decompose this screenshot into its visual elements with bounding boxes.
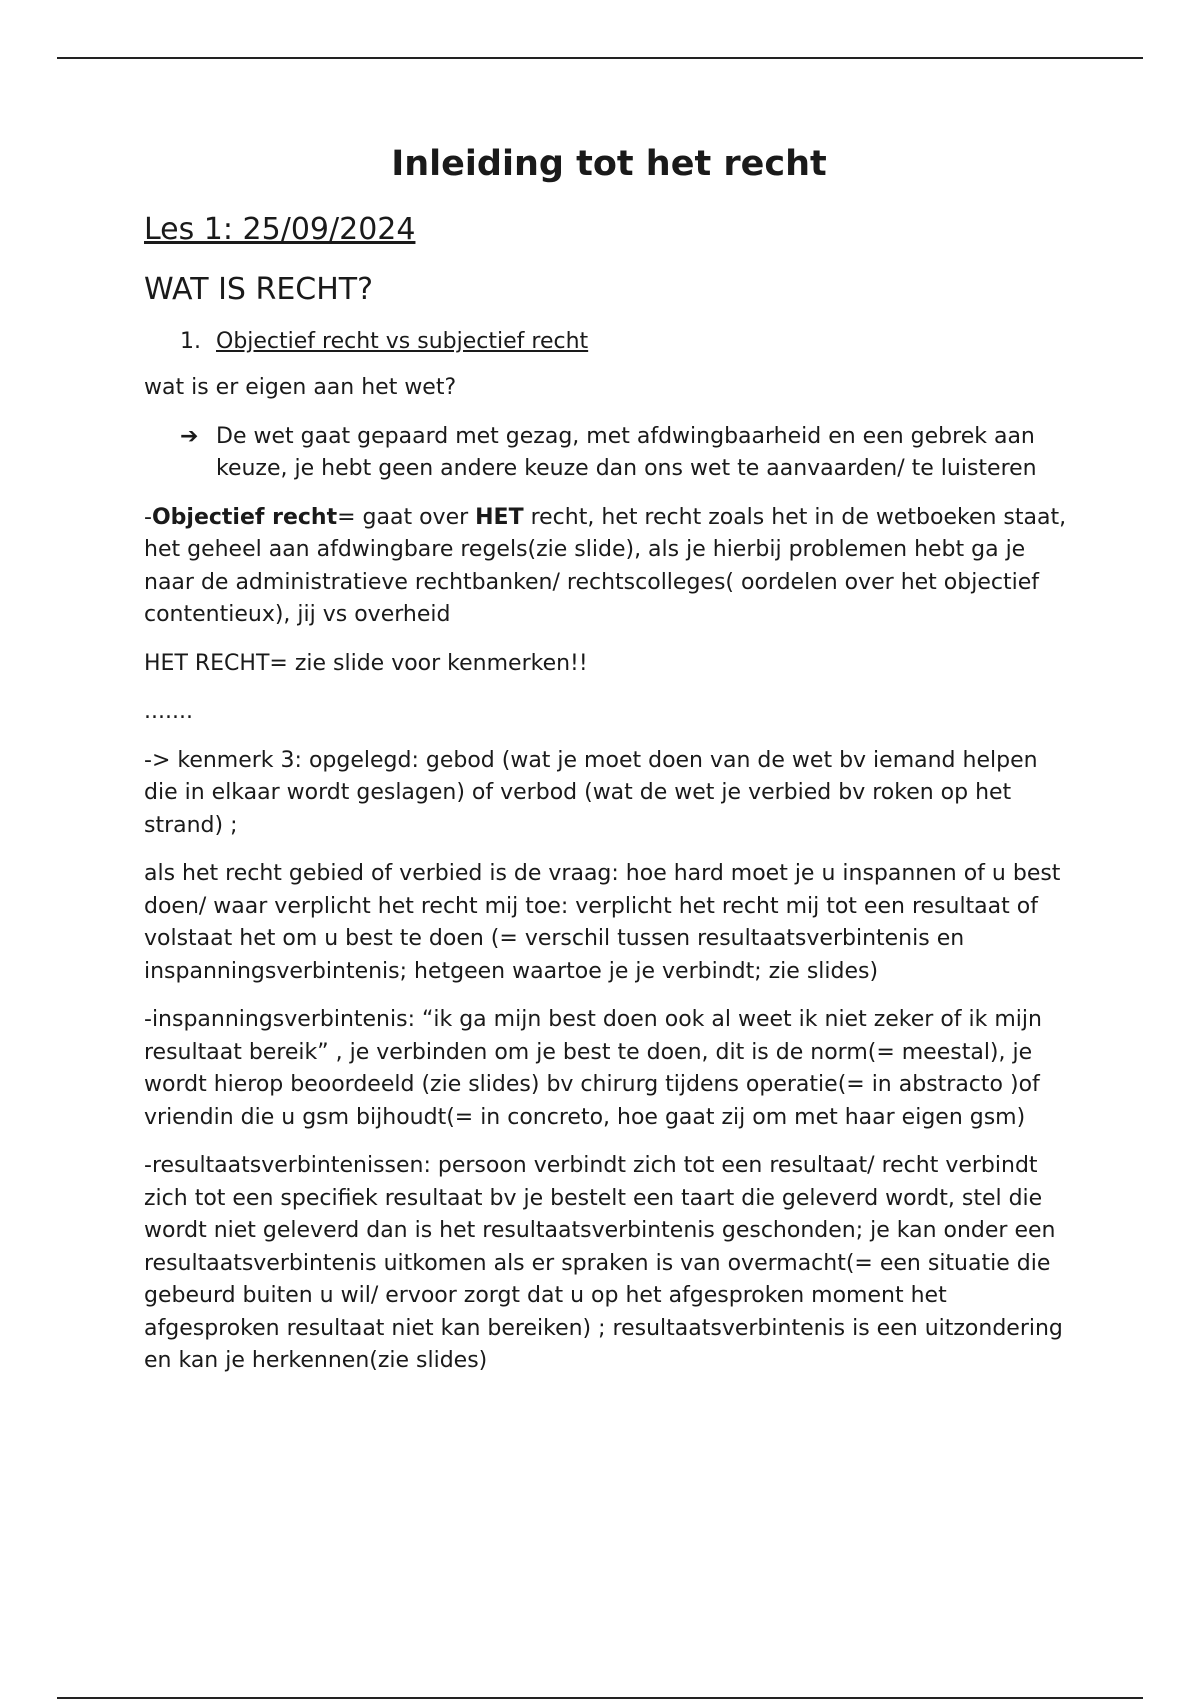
bottom-rule [57, 1697, 1143, 1699]
lesson-date: Les 1: 25/09/2024 [144, 212, 416, 247]
het-recht-paragraph: HET RECHT= zie slide voor kenmerken!! [144, 650, 588, 676]
document-page [144, 140, 1074, 1394]
gebied-verbied-paragraph: als het recht gebied of verbied is de vraag: hoe hard moet je u inspannen of u best doen/ waar verplicht het recht mij toe: verplicht het recht mij tot een resultaat of volstaat het om u best te doen (= verschil tussen resultaatsverbintenis en inspanningsverbintenis; hetgeen waartoe je je verbindt; zie slides) [144, 861, 1061, 984]
section-heading: WAT IS RECHT? [144, 272, 374, 307]
kenmerk-3-paragraph: -> kenmerk 3: opgelegd: gebod (wat je moet doen van de wet bv iemand helpen die in elkaar wordt geslagen) of verbod (wat de wet je verbied bv roken op het strand) ; [144, 747, 1038, 838]
objectief-het: HET [475, 504, 524, 530]
ellipsis-paragraph: ....... [144, 699, 193, 724]
resultaatsverbintenis-paragraph: -resultaatsverbintenissen: persoon verbindt zich tot een resultaat/ recht verbindt zich tot een specifiek resultaat bv je bestelt een taart die geleverd wordt, stel die wordt niet geleverd dan is het resultaatsverbintenis geschonden; je kan onder een resultaatsverbintenis uitkomen als er spraken is van overmacht(= een situatie die gebeurd buiten u wil/ ervoor zorgt dat u op het afgesproken moment het afgesproken resultaat niet kan bereiken) ; resultaatsverbintenis is een uitzondering en kan je herkennen(zie slides) [144, 1153, 1063, 1373]
arrow-bullet-text: De wet gaat gepaard met gezag, met afdwingbaarheid en een gebrek aan keuze, je hebt geen andere keuze dan ons wet te aanvaarden/ te luisteren [216, 423, 1037, 481]
numbered-list-item [180, 326, 1074, 358]
list-item-text: Objectief recht vs subjectief recht [216, 329, 589, 354]
document-title: Inleiding tot het recht [391, 144, 827, 184]
objectief-prefix: - [144, 504, 152, 530]
arrow-right-icon: ➔ [180, 423, 199, 449]
list-number: 1. [180, 329, 201, 354]
inspanningsverbintenis-paragraph: -inspanningsverbintenis: “ik ga mijn best doen ook al weet ik niet zeker of ik mijn resultaat bereik” , je verbinden om je best te doen, dit is de norm(= meestal), je wordt hierop beoordeeld (zie slides) bv chirurg tijdens operatie(= in abstracto )of vriendin die u gsm bijhoudt(= in concreto, hoe gaat zij om met haar eigen gsm) [144, 1007, 1042, 1130]
objectief-part2: recht, het recht zoals het in de wetboeken staat, het geheel aan afdwingbare regels(zie slide), als je hierbij problemen hebt ga je naar de administratieve rechtbanken/ rechtscolleges( oordelen over het objectief contentieux), jij vs overheid [144, 504, 1067, 627]
arrow-bullet-item [180, 421, 1074, 486]
question-paragraph: wat is er eigen aan het wet? [144, 375, 457, 400]
top-rule [57, 57, 1143, 59]
objectief-term: Objectief recht [151, 504, 338, 530]
objectief-recht-paragraph [144, 502, 1074, 632]
objectief-part1: = gaat over [337, 504, 476, 530]
